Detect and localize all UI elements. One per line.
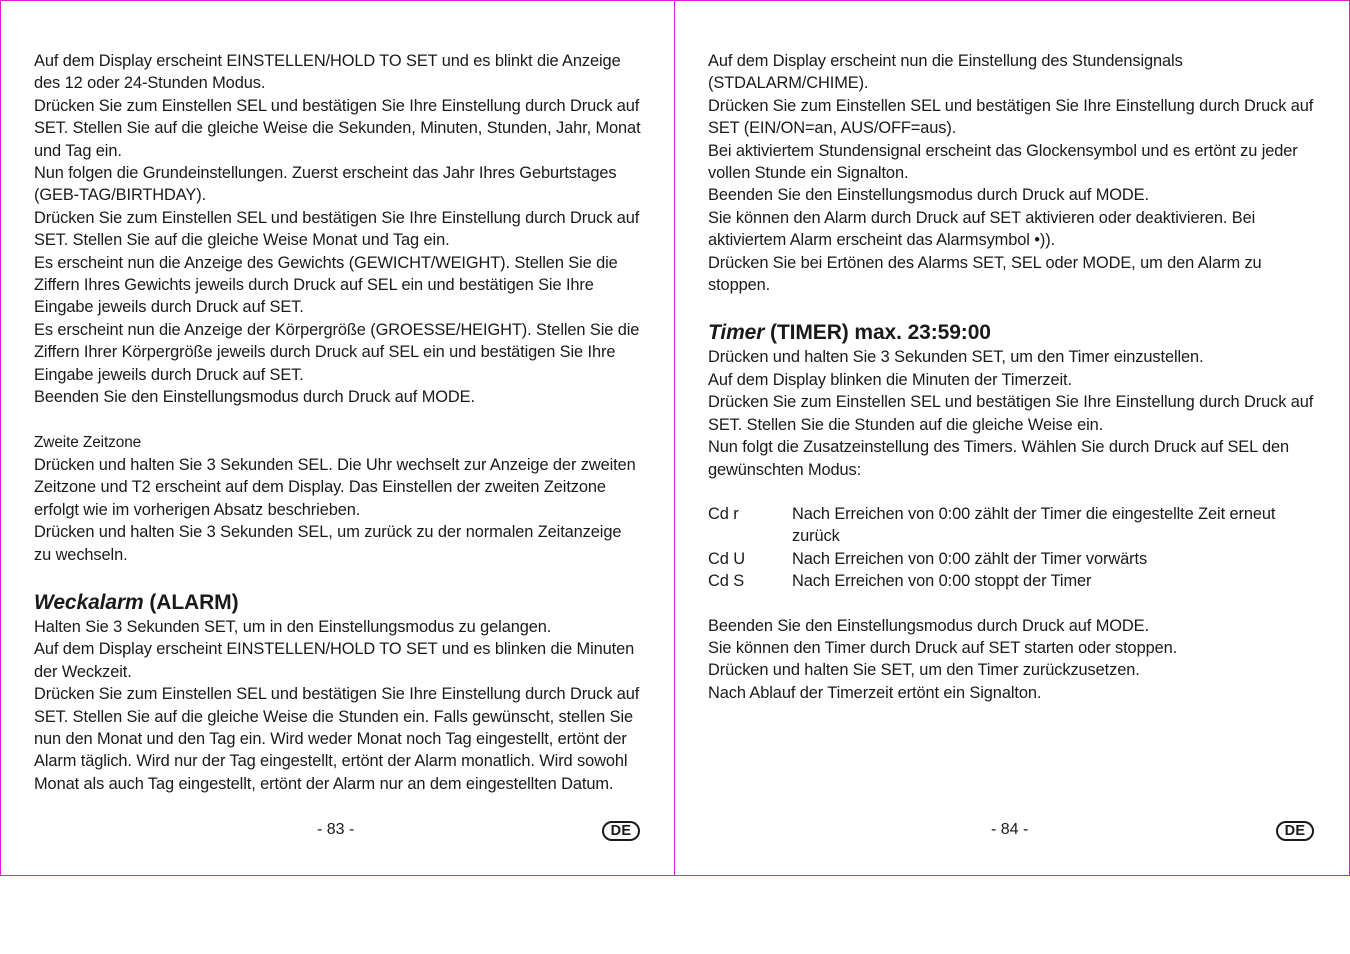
page-left [0, 0, 675, 876]
paragraph: Beenden Sie den Einstellungsmodus durch Druck auf MODE. [708, 186, 1149, 205]
language-badge: DE [602, 821, 640, 841]
timer-mode-row [708, 548, 1318, 570]
heading-italic: Timer [708, 321, 765, 345]
paragraph: Drücken Sie zum Einstellen SEL und bestätigen Sie Ihre Einstellung durch Druck auf SET. Stellen Sie auf die gleiche Weise die Sekunden, Minuten, Stunden, Jahr, Monat und Tag ein. [34, 96, 641, 160]
paragraph: Nun folgen die Grundeinstellungen. Zuerst erscheint das Jahr Ihres Geburtstages (GEB-TAG/BIRTHDAY). [34, 164, 617, 205]
page-left-content [34, 50, 642, 795]
heading-rest: (TIMER) max. 23:59:00 [764, 321, 991, 345]
paragraph: Sie können den Alarm durch Druck auf SET aktivieren oder deaktivieren. Bei aktiviertem Alarm erscheint das Alarmsymbol •)). [708, 208, 1256, 250]
paragraph: Drücken und halten Sie SET, um den Timer zurückzusetzen. [708, 661, 1140, 680]
paragraph: Drücken Sie zum Einstellen SEL und bestätigen Sie Ihre Einstellung durch Druck auf SET. Stellen Sie auf die gleiche Weise Monat und Tag ein. [34, 208, 640, 250]
paragraph: Auf dem Display erscheint EINSTELLEN/HOLD TO SET und es blinkt die Anzeige des 12 oder 24-Stunden Modus. [34, 52, 621, 93]
paragraph: Drücken Sie zum Einstellen SEL und bestätigen Sie Ihre Einstellung durch Druck auf SET (EIN/ON=an, AUS/OFF=aus). [708, 96, 1314, 138]
paragraph: Beenden Sie den Einstellungsmodus durch Druck auf MODE. [708, 616, 1149, 635]
language-badge: DE [1276, 821, 1314, 841]
timer-mode-row [708, 570, 1318, 592]
mode-description: Nach Erreichen von 0:00 zählt der Timer vorwärts [792, 549, 1148, 568]
paragraph: Auf dem Display erscheint EINSTELLEN/HOLD TO SET und es blinken die Minuten der Weckzeit. [34, 640, 635, 681]
spacer [708, 481, 1318, 503]
heading-weckalarm [34, 590, 642, 616]
heading-italic: Weckalarm [34, 590, 144, 614]
paragraph: Nun folgt die Zusatzeinstellung des Timers. Wählen Sie durch Druck auf SEL den gewünschten Modus: [708, 438, 1290, 479]
mode-description: Nach Erreichen von 0:00 zählt der Timer die eingestellte Zeit erneut zurück [792, 504, 1276, 546]
page-number: - 84 - [991, 821, 1029, 838]
subheading-zweite-zeitzone: Zweite Zeitzone [34, 433, 142, 451]
paragraph: Auf dem Display erscheint nun die Einstellung des Stundensignals (STDALARM/CHIME). [708, 52, 1183, 93]
spacer [34, 566, 642, 590]
page-right-content [708, 50, 1318, 704]
paragraph: Drücken und halten Sie 3 Sekunden SEL, um zurück zu der normalen Zeitanzeige zu wechseln. [34, 523, 622, 564]
paragraph: Drücken Sie zum Einstellen SEL und bestätigen Sie Ihre Einstellung durch Druck auf SET. Stellen Sie auf die gleiche Weise die Stunden ein. Falls gewünscht, stellen Sie nun den Monat und den Tag ein. Wird weder Monat noch Tag eingestellt, ertönt der Alarm täglich. Wird nur der Tag eingestellt, ertönt der Alarm monatlich. Wird sowohl Monat als auch Tag eingestellt, ertönt der Alarm nur an dem eingestellten Datum. [34, 685, 640, 793]
mode-code: Cd U [708, 549, 745, 568]
spacer [708, 593, 1318, 615]
paragraph: Es erscheint nun die Anzeige des Gewichts (GEWICHT/WEIGHT). Stellen Sie die Ziffern Ihres Gewichts jeweils durch Druck auf SEL ein und bestätigen Sie Ihre Eingabe jeweils durch Druck auf SET. [34, 253, 618, 317]
page-number: - 83 - [317, 821, 355, 838]
paragraph: Halten Sie 3 Sekunden SET, um in den Einstellungsmodus zu gelangen. [34, 617, 552, 636]
paragraph: Drücken und halten Sie 3 Sekunden SEL. Die Uhr wechselt zur Anzeige der zweiten Zeitzone und T2 erscheint auf dem Display. Das Einstellen der zweiten Zeitzone erfolgt wie im vorherigen Absatz beschrieben. [34, 455, 636, 519]
mode-description: Nach Erreichen von 0:00 stoppt der Timer [792, 572, 1092, 591]
paragraph: Bei aktiviertem Stundensignal erscheint das Glockensymbol und es ertönt zu jeder vollen Stunde ein Signalton. [708, 141, 1298, 183]
paragraph: Auf dem Display blinken die Minuten der Timerzeit. [708, 370, 1072, 389]
timer-mode-row [708, 503, 1318, 548]
paragraph: Drücken Sie zum Einstellen SEL und bestätigen Sie Ihre Einstellung durch Druck auf SET. Stellen Sie die Stunden auf die gleiche Weise ein. [708, 393, 1314, 434]
paragraph: Sie können den Timer durch Druck auf SET starten oder stoppen. [708, 638, 1178, 657]
paragraph: Es erscheint nun die Anzeige der Körpergröße (GROESSE/HEIGHT). Stellen Sie die Ziffern Ihrer Körpergröße jeweils durch Druck auf SEL ein und bestätigen Sie Ihre Eingabe jeweils durch Druck auf SET. [34, 320, 640, 384]
paragraph: Drücken Sie bei Ertönen des Alarms SET, SEL oder MODE, um den Alarm zu stoppen. [708, 253, 1262, 295]
mode-code: Cd r [708, 504, 739, 523]
spacer [708, 296, 1318, 320]
paragraph: Drücken und halten Sie 3 Sekunden SET, um den Timer einzustellen. [708, 348, 1204, 367]
heading-rest: (ALARM) [143, 590, 239, 614]
paragraph: Beenden Sie den Einstellungsmodus durch Druck auf MODE. [34, 388, 475, 407]
mode-code: Cd S [708, 572, 745, 591]
paragraph: Nach Ablauf der Timerzeit ertönt ein Signalton. [708, 683, 1042, 702]
page-right [674, 0, 1350, 876]
spacer [34, 409, 642, 431]
heading-timer [708, 320, 1318, 346]
